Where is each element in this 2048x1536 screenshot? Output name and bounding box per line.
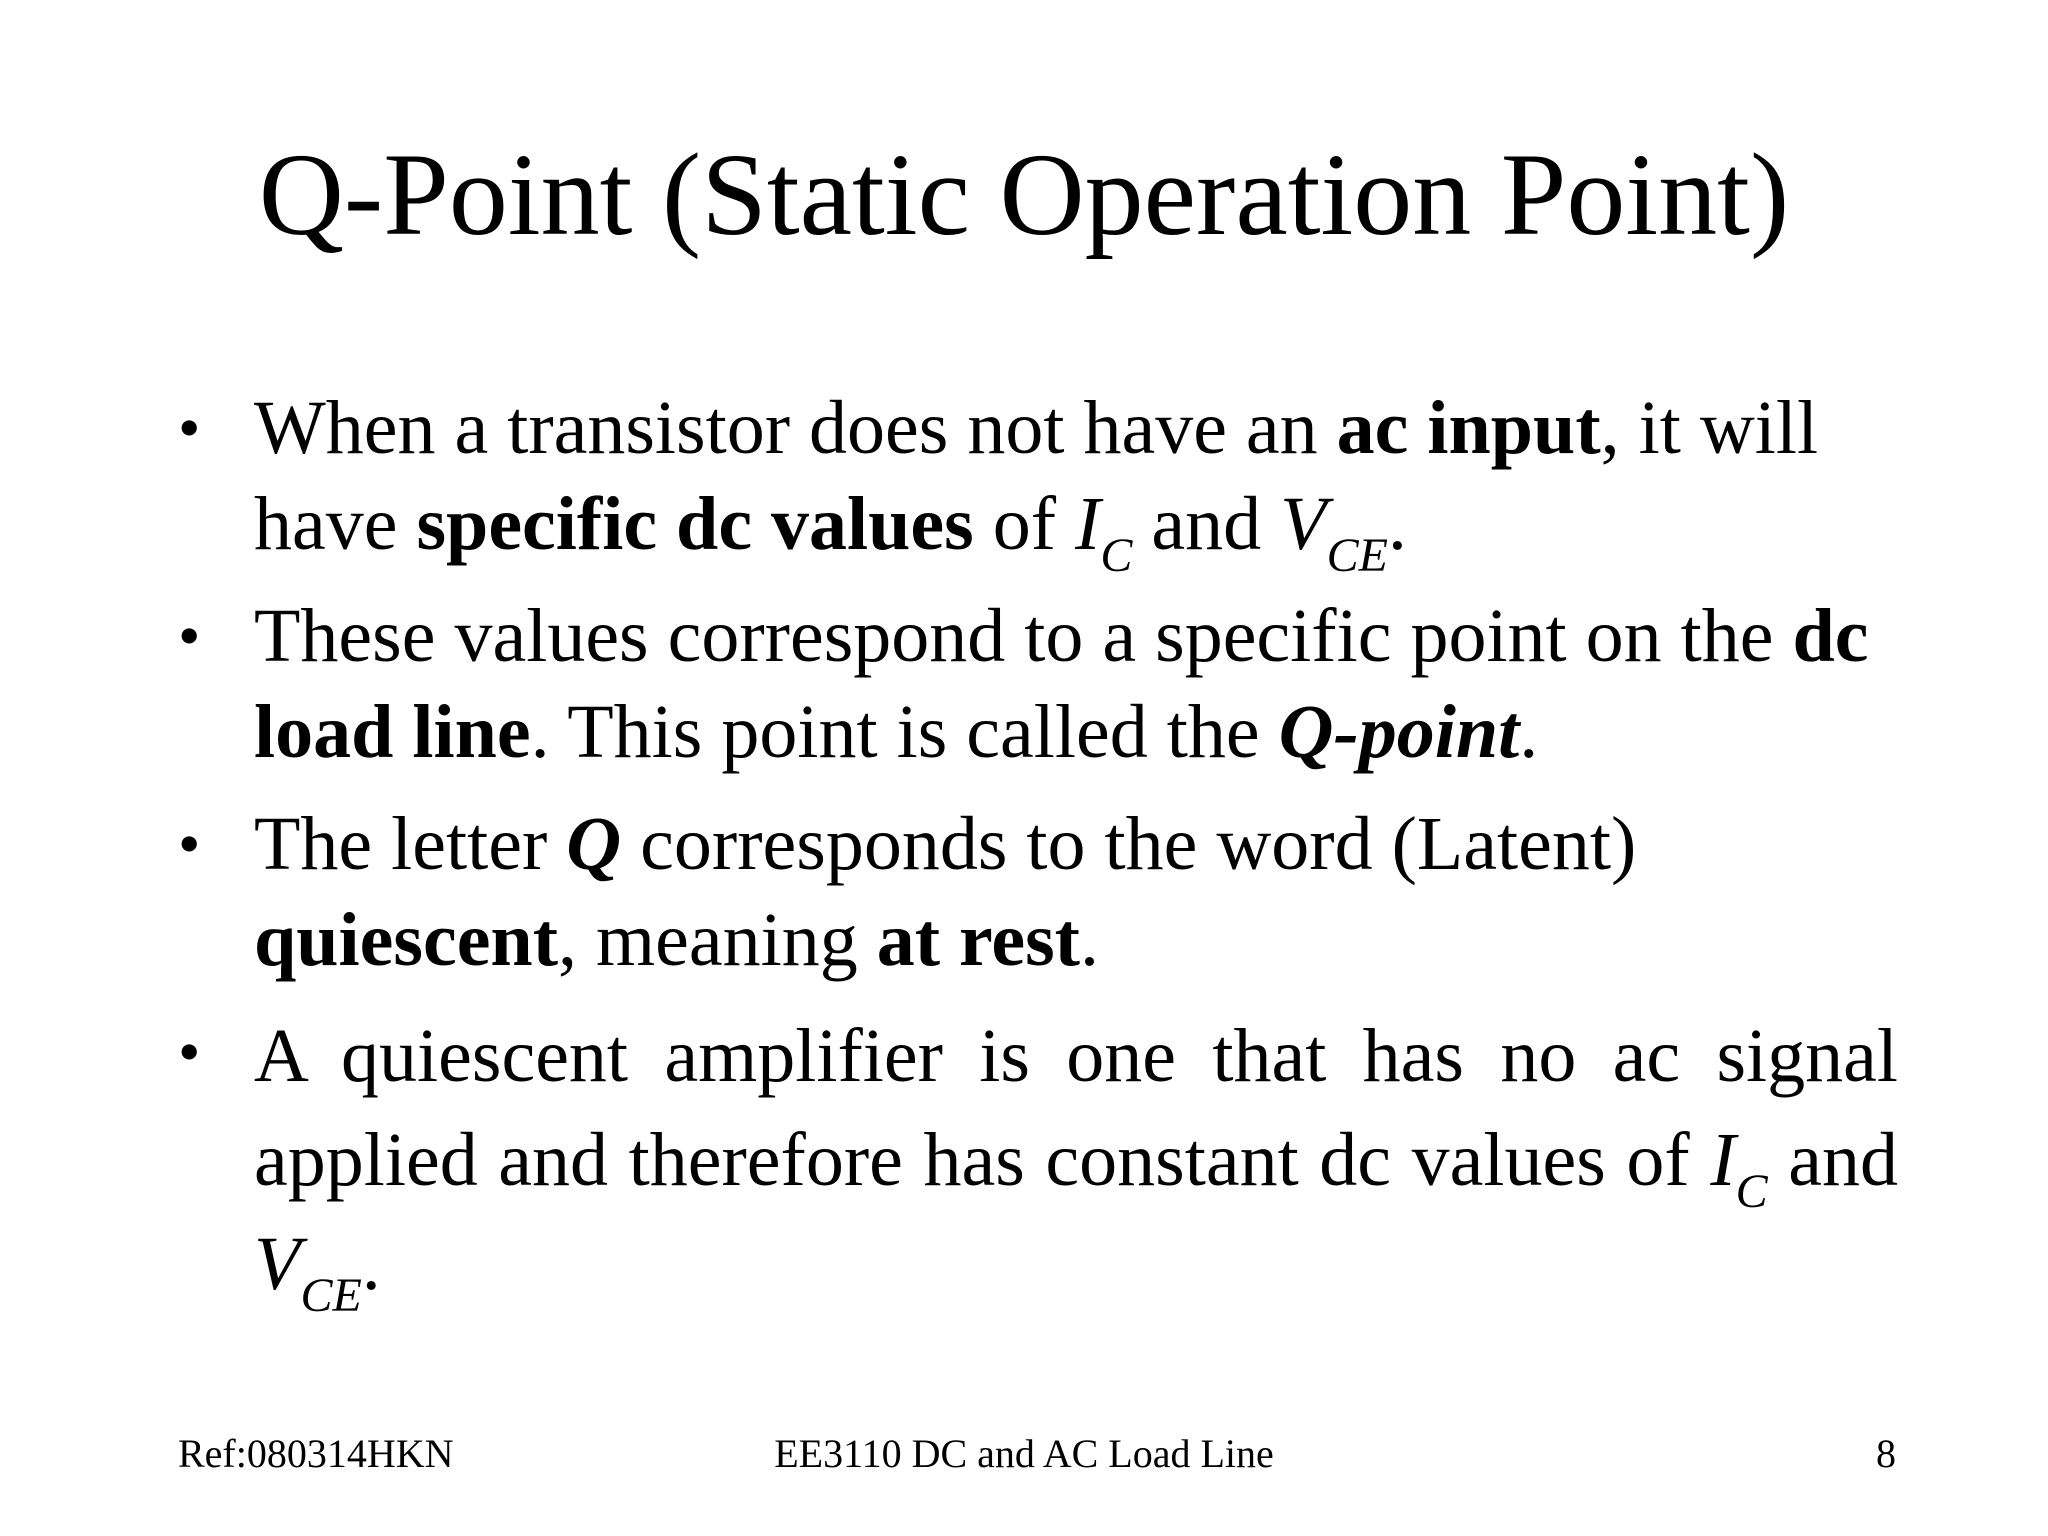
text-run: , it will have: [254, 386, 1819, 566]
bold-term: quiescent: [254, 898, 558, 982]
bullet-item-3: [178, 796, 1898, 988]
bold-term: dc load line: [254, 594, 1869, 774]
bold-term: ac input: [1336, 386, 1601, 470]
symbol-i: I: [1075, 482, 1101, 566]
bullet-dot-icon: •: [178, 1016, 201, 1087]
bullet-item-4: [178, 1004, 1898, 1322]
subscript-ce: CE: [1326, 529, 1388, 582]
text-run: .: [361, 1222, 381, 1306]
footer-reference: Ref:080314HKN: [178, 1431, 454, 1476]
bullet-item-1: [178, 380, 1898, 582]
bullet-dot-icon: •: [178, 392, 201, 463]
bold-italic-term: Q: [566, 802, 622, 886]
bold-term: specific dc values: [416, 482, 974, 566]
bullet-dot-icon: •: [178, 808, 201, 879]
text-run: .: [1387, 482, 1407, 566]
text-run: These values correspond to a specific point on the: [254, 594, 1793, 678]
bullet-dot-icon: •: [178, 600, 201, 671]
footer-page-number: 8: [1876, 1431, 1896, 1476]
symbol-v: V: [1280, 482, 1327, 566]
subscript-ce: CE: [300, 1269, 362, 1322]
bold-italic-term: Q-point: [1278, 690, 1520, 774]
text-run: and: [1767, 1118, 1898, 1202]
text-run: When a transistor does not have an: [254, 386, 1337, 470]
symbol-v: V: [254, 1222, 301, 1306]
text-run: .: [1519, 690, 1539, 774]
symbol-i: I: [1710, 1118, 1736, 1202]
subscript-c: C: [1735, 1165, 1768, 1218]
text-run: A quiescent amplifier is one that has no ac signal applied and therefore has constant dc values of: [254, 1014, 1898, 1202]
bullet-item-2: [178, 588, 1898, 780]
bold-term: at rest: [876, 898, 1080, 982]
bullet-list: [178, 380, 1898, 1332]
subscript-c: C: [1100, 529, 1133, 582]
text-run: corresponds to the word (Latent): [621, 802, 1637, 886]
text-run: . This point is called the: [530, 690, 1279, 774]
text-run: of: [973, 482, 1076, 566]
text-run: The letter: [254, 802, 567, 886]
text-run: and: [1132, 482, 1281, 566]
text-run: .: [1080, 898, 1099, 982]
footer-course-title: EE3110 DC and AC Load Line: [774, 1431, 1274, 1476]
text-run: , meaning: [558, 898, 877, 982]
slide-title: Q-Point (Static Operation Point): [258, 129, 1790, 260]
